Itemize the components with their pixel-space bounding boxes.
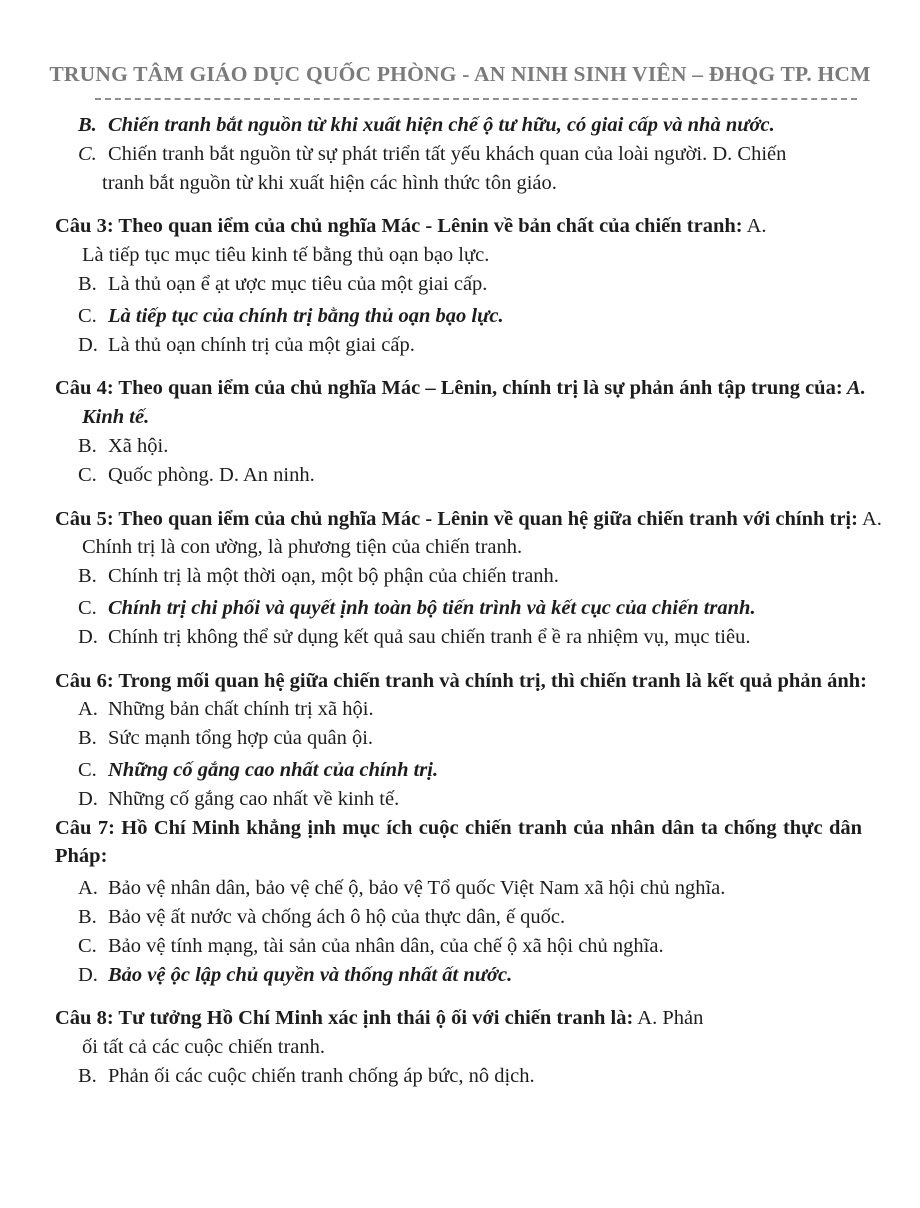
text-segment: Sức mạnh tổng hợp của quân ội.	[108, 727, 374, 750]
option-letter: B.	[78, 114, 97, 136]
option-letter: A.	[78, 698, 98, 721]
option-letter: B.	[78, 727, 97, 750]
q7-option-d	[0, 961, 920, 990]
page-header-title: TRUNG TÂM GIÁO DỤC QUỐC PHÒNG - AN NINH SINH VIÊN – ĐHQG TP. HCM	[49, 62, 871, 86]
q6-option-a	[0, 695, 920, 724]
option-letter: C.	[78, 758, 97, 781]
q2-option-c-cont	[0, 169, 920, 198]
header-divider	[95, 98, 857, 100]
option-letter: B.	[78, 272, 97, 295]
text-segment: Câu 6: Trong mối quan hệ giữa chiến tranh và chính trị, thì chiến tranh là kết quả phản ánh:	[55, 669, 867, 692]
text-segment: Chính trị là con ường, là phương tiện của chiến tranh.	[82, 536, 523, 559]
q3-heading	[0, 212, 920, 241]
text-segment: Phản ối các cuộc chiến tranh chống áp bức, nô dịch.	[108, 1064, 535, 1087]
option-letter: B.	[78, 565, 97, 588]
q5-heading	[0, 505, 920, 534]
text-segment: Là tiếp tục mục tiêu kinh tế bằng thủ oạn bạo lực.	[82, 244, 490, 267]
text-segment: Kinh tế.	[82, 406, 150, 429]
text-segment: Những cố gắng cao nhất về kinh tế.	[108, 787, 400, 810]
option-letter: C.	[78, 463, 97, 486]
q6-option-c	[0, 756, 920, 785]
option-letter: A.	[78, 877, 98, 900]
q7-option-c	[0, 932, 920, 961]
option-letter: C.	[78, 596, 97, 619]
text-segment: Xã hội.	[108, 434, 169, 457]
q6-heading	[0, 667, 920, 696]
text-segment: Bảo vệ ộc lập chủ quyền và thống nhất ất nước.	[108, 963, 513, 986]
text-segment: Chiến tranh bắt nguồn từ sự phát triển tất yếu khách quan của loài người. D. Chiến	[108, 142, 787, 165]
option-letter: B.	[78, 434, 97, 457]
q4-option-a	[0, 403, 920, 432]
q7-option-a	[0, 874, 920, 903]
q3-option-a	[0, 241, 920, 270]
q7-heading	[0, 814, 862, 843]
option-letter: B.	[78, 905, 97, 928]
option-letter: D.	[78, 963, 98, 986]
option-letter: D.	[78, 787, 98, 810]
q8-option-b	[0, 1062, 920, 1091]
q5-option-d	[0, 623, 920, 652]
text-segment: Câu 3: Theo quan iểm của chủ nghĩa Mác - Lênin về bản chất của chiến tranh:	[55, 215, 743, 238]
text-segment: Chiến tranh bắt nguồn từ khi xuất hiện chế ộ tư hữu, có giai cấp và nhà nước.	[108, 114, 775, 136]
q5-option-a	[0, 533, 920, 562]
text-segment: Quốc phòng. D. An ninh.	[108, 463, 315, 486]
text-segment: Câu 4: Theo quan iểm của chủ nghĩa Mác – Lênin, chính trị là sự phản ánh tập trung của:	[55, 377, 843, 400]
q7-option-b	[0, 903, 920, 932]
text-segment: Bảo vệ nhân dân, bảo vệ chế ộ, bảo vệ Tổ quốc Việt Nam xã hội chủ nghĩa.	[108, 877, 726, 900]
q5-option-b	[0, 562, 920, 591]
q6-option-b	[0, 724, 920, 753]
q4-option-cd	[0, 461, 920, 490]
text-segment: Là tiếp tục của chính trị bằng thủ oạn bạo lực.	[108, 304, 504, 327]
text-segment: Chính trị chi phối và quyết ịnh toàn bộ tiến trình và kết cục của chiến tranh.	[108, 596, 756, 619]
q6-option-d	[0, 785, 920, 814]
document-page	[0, 62, 920, 1208]
text-segment: Chính trị không thể sử dụng kết quả sau chiến tranh ể ề ra nhiệm vụ, mục tiêu.	[108, 625, 751, 648]
option-letter: C.	[78, 142, 97, 165]
text-segment: Câu 7: Hồ Chí Minh khẳng ịnh mục ích cuộc chiến tranh của nhân dân ta chống thực dân	[55, 816, 862, 839]
q7-heading-cont	[0, 842, 920, 871]
q4-heading	[0, 374, 920, 403]
document-body	[0, 111, 920, 1091]
text-segment: Chính trị là một thời oạn, một bộ phận của chiến tranh.	[108, 565, 559, 588]
text-segment: Bảo vệ tính mạng, tài sản của nhân dân, của chế ộ xã hội chủ nghĩa.	[108, 934, 664, 957]
option-letter: C.	[78, 934, 97, 957]
text-segment: Bảo vệ ất nước và chống ách ô hộ của thực dân, ế quốc.	[108, 905, 566, 928]
text-segment: Câu 8: Tư tưởng Hồ Chí Minh xác ịnh thái ộ ối với chiến tranh là:	[55, 1007, 634, 1030]
option-letter: C.	[78, 304, 97, 327]
text-segment: Những cố gắng cao nhất của chính trị.	[108, 758, 439, 781]
q2-option-c	[0, 140, 920, 169]
q2-option-b	[0, 111, 920, 140]
q4-option-b	[0, 432, 920, 461]
option-letter: B.	[78, 1064, 97, 1087]
option-letter: D.	[78, 625, 98, 648]
text-segment: A.	[857, 507, 882, 530]
text-segment: Câu 5: Theo quan iểm của chủ nghĩa Mác - Lênin về quan hệ giữa chiến tranh với chính trị:	[55, 507, 858, 530]
text-segment: A.	[742, 215, 767, 238]
q3-option-b	[0, 270, 920, 299]
q8-heading	[0, 1004, 920, 1033]
q5-option-c	[0, 594, 920, 623]
q8-option-a-cont	[0, 1033, 920, 1062]
text-segment: A. Phản	[633, 1007, 704, 1030]
text-segment: Là thủ oạn chính trị của một giai cấp.	[108, 333, 415, 356]
text-segment: A.	[842, 377, 866, 400]
q3-option-d	[0, 331, 920, 360]
text-segment: Những bản chất chính trị xã hội.	[108, 698, 374, 721]
text-segment: Là thủ oạn ể ạt ược mục tiêu của một giai cấp.	[108, 272, 488, 295]
option-letter: D.	[78, 333, 98, 356]
q3-option-c	[0, 302, 920, 331]
text-segment: tranh bắt nguồn từ khi xuất hiện các hình thức tôn giáo.	[102, 171, 557, 194]
text-segment: ối tất cả các cuộc chiến tranh.	[82, 1036, 326, 1059]
text-segment: Pháp:	[55, 845, 108, 868]
